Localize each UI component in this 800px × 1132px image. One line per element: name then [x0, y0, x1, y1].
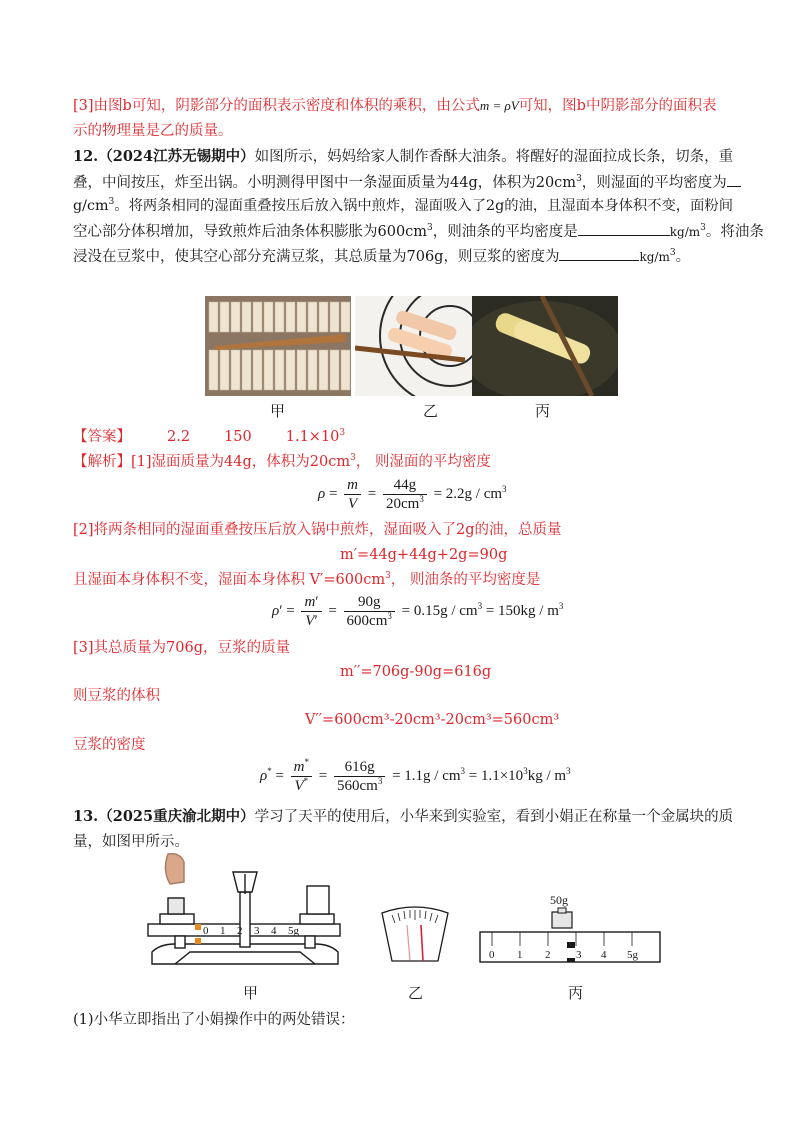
analysis-4: [3]其总质量为706g，豆浆的质量	[73, 640, 290, 656]
scale-tick-5g: 5g	[288, 925, 299, 937]
equation-density-soymilk: ρ* = $\frac{m^*}{V^*}$ = $\frac{616g}{560cm^3}$ = $1.1g / cm^3 = 1.1\times 10^3kg / m^3$	[260, 757, 571, 794]
analysis-2: [2]将两条相同的湿面重叠按压后放入锅中煎炸，湿面吸入了2g的油，总质量	[73, 522, 562, 538]
scale-tick-0: 0	[203, 925, 209, 937]
scale-tick-4: 4	[271, 925, 277, 937]
svg-text:0: 0	[489, 949, 495, 961]
analysis-5: 则豆浆的体积	[73, 688, 160, 704]
svg-text:2: 2	[545, 949, 551, 961]
scale-tick-2: 2	[237, 925, 243, 937]
q13-caption-bing: 丙	[568, 984, 584, 1002]
svg-text:1: 1	[517, 949, 523, 961]
balance-figure	[140, 852, 350, 982]
rider-scale-figure	[478, 890, 663, 970]
analysis-4-eq: m′′=706g-90g=616g	[340, 664, 492, 680]
q12-line-3: $g/cm^3$。将两条相同的湿面重叠按压后放入锅中煎炸，湿面吸入了2g的油，且湿面本身体积不变，面粉间	[73, 197, 733, 214]
equation-density-dough: ρ = $\frac{m}{V}$ = $\frac{44g}{20cm^3}$ = $2.2g / cm^3$	[318, 477, 507, 512]
svg-text:4: 4	[601, 949, 607, 961]
caption-jia: 甲	[270, 402, 286, 420]
solution-3-line-1: [3]由图b可知，阴影部分的面积表示密度和体积的乘积，由公式m = ρV可知，图b中阴影部分的面积表	[73, 98, 717, 114]
svg-text:3: 3	[576, 949, 582, 961]
pointer-dial-figure	[380, 905, 450, 965]
q13-caption-jia: 甲	[243, 984, 259, 1002]
analysis-5-eq: V′′=600cm³-20cm³-20cm³=560cm³	[305, 712, 560, 728]
q12-line-2: 叠，中间按压，炸至出锅。小明测得甲图中一条湿面质量为44g，体积为$20cm^3$，则湿面的平均密度为	[73, 172, 741, 193]
analysis-1: 【解析】[1]湿面质量为44g，体积为$20cm^3$， 则湿面的平均密度	[73, 453, 491, 470]
q12-line-5: 浸没在豆浆中，使其空心部分充满豆浆，其总质量为706g，则豆浆的密度为 $kg/m^3$。	[73, 246, 690, 267]
q12-line-4: 空心部分体积增加，导致煎炸后油条体积膨胀为$600cm^3$，则油条的平均密度是 $kg/m^3$。将油条	[73, 221, 764, 242]
q13-line-1: 13.（2025重庆渝北期中）学习了天平的使用后，小华来到实验室，看到小娟正在称量一个金属块的质	[73, 808, 734, 825]
solution-3-line-2: 示的物理量是乙的质量。	[73, 123, 233, 139]
equation-density-youtiao: ρ′ = $\frac{m'}{V'}$ = $\frac{90g}{600cm^3}$ = $0.15g / cm^3 = 150kg / m^3$	[272, 594, 564, 629]
q12-line-1: 12.（2024江苏无锡期中）如图所示，妈妈给家人制作香酥大油条。将醒好的湿面拉成长条，切条，重	[73, 148, 734, 165]
svg-text:5g: 5g	[627, 949, 638, 961]
weight-label: 50g	[550, 893, 568, 907]
answer-line: 【答案】 2.2 150 $1.1\times 10^3$	[73, 428, 346, 445]
analysis-3: 且湿面本身体积不变，湿面本身体积 $V'=600cm^3$， 则油条的平均密度是	[73, 571, 541, 588]
caption-bing: 丙	[535, 402, 551, 420]
photo-dough-strips	[205, 296, 351, 396]
scale-tick-1: 1	[220, 925, 226, 937]
scale-tick-3: 3	[254, 925, 260, 937]
photo-frying-youtiao	[472, 296, 618, 396]
analysis-2-eq: m′=44g+44g+2g=90g	[340, 547, 508, 563]
q13-caption-yi: 乙	[408, 984, 424, 1002]
caption-yi: 乙	[423, 402, 439, 420]
q13-line-2: 量，如图甲所示。	[73, 834, 189, 850]
analysis-6: 豆浆的密度	[73, 737, 146, 753]
q13-sub-1: (1)小华立即指出了小娟操作中的两处错误：	[73, 1012, 355, 1028]
